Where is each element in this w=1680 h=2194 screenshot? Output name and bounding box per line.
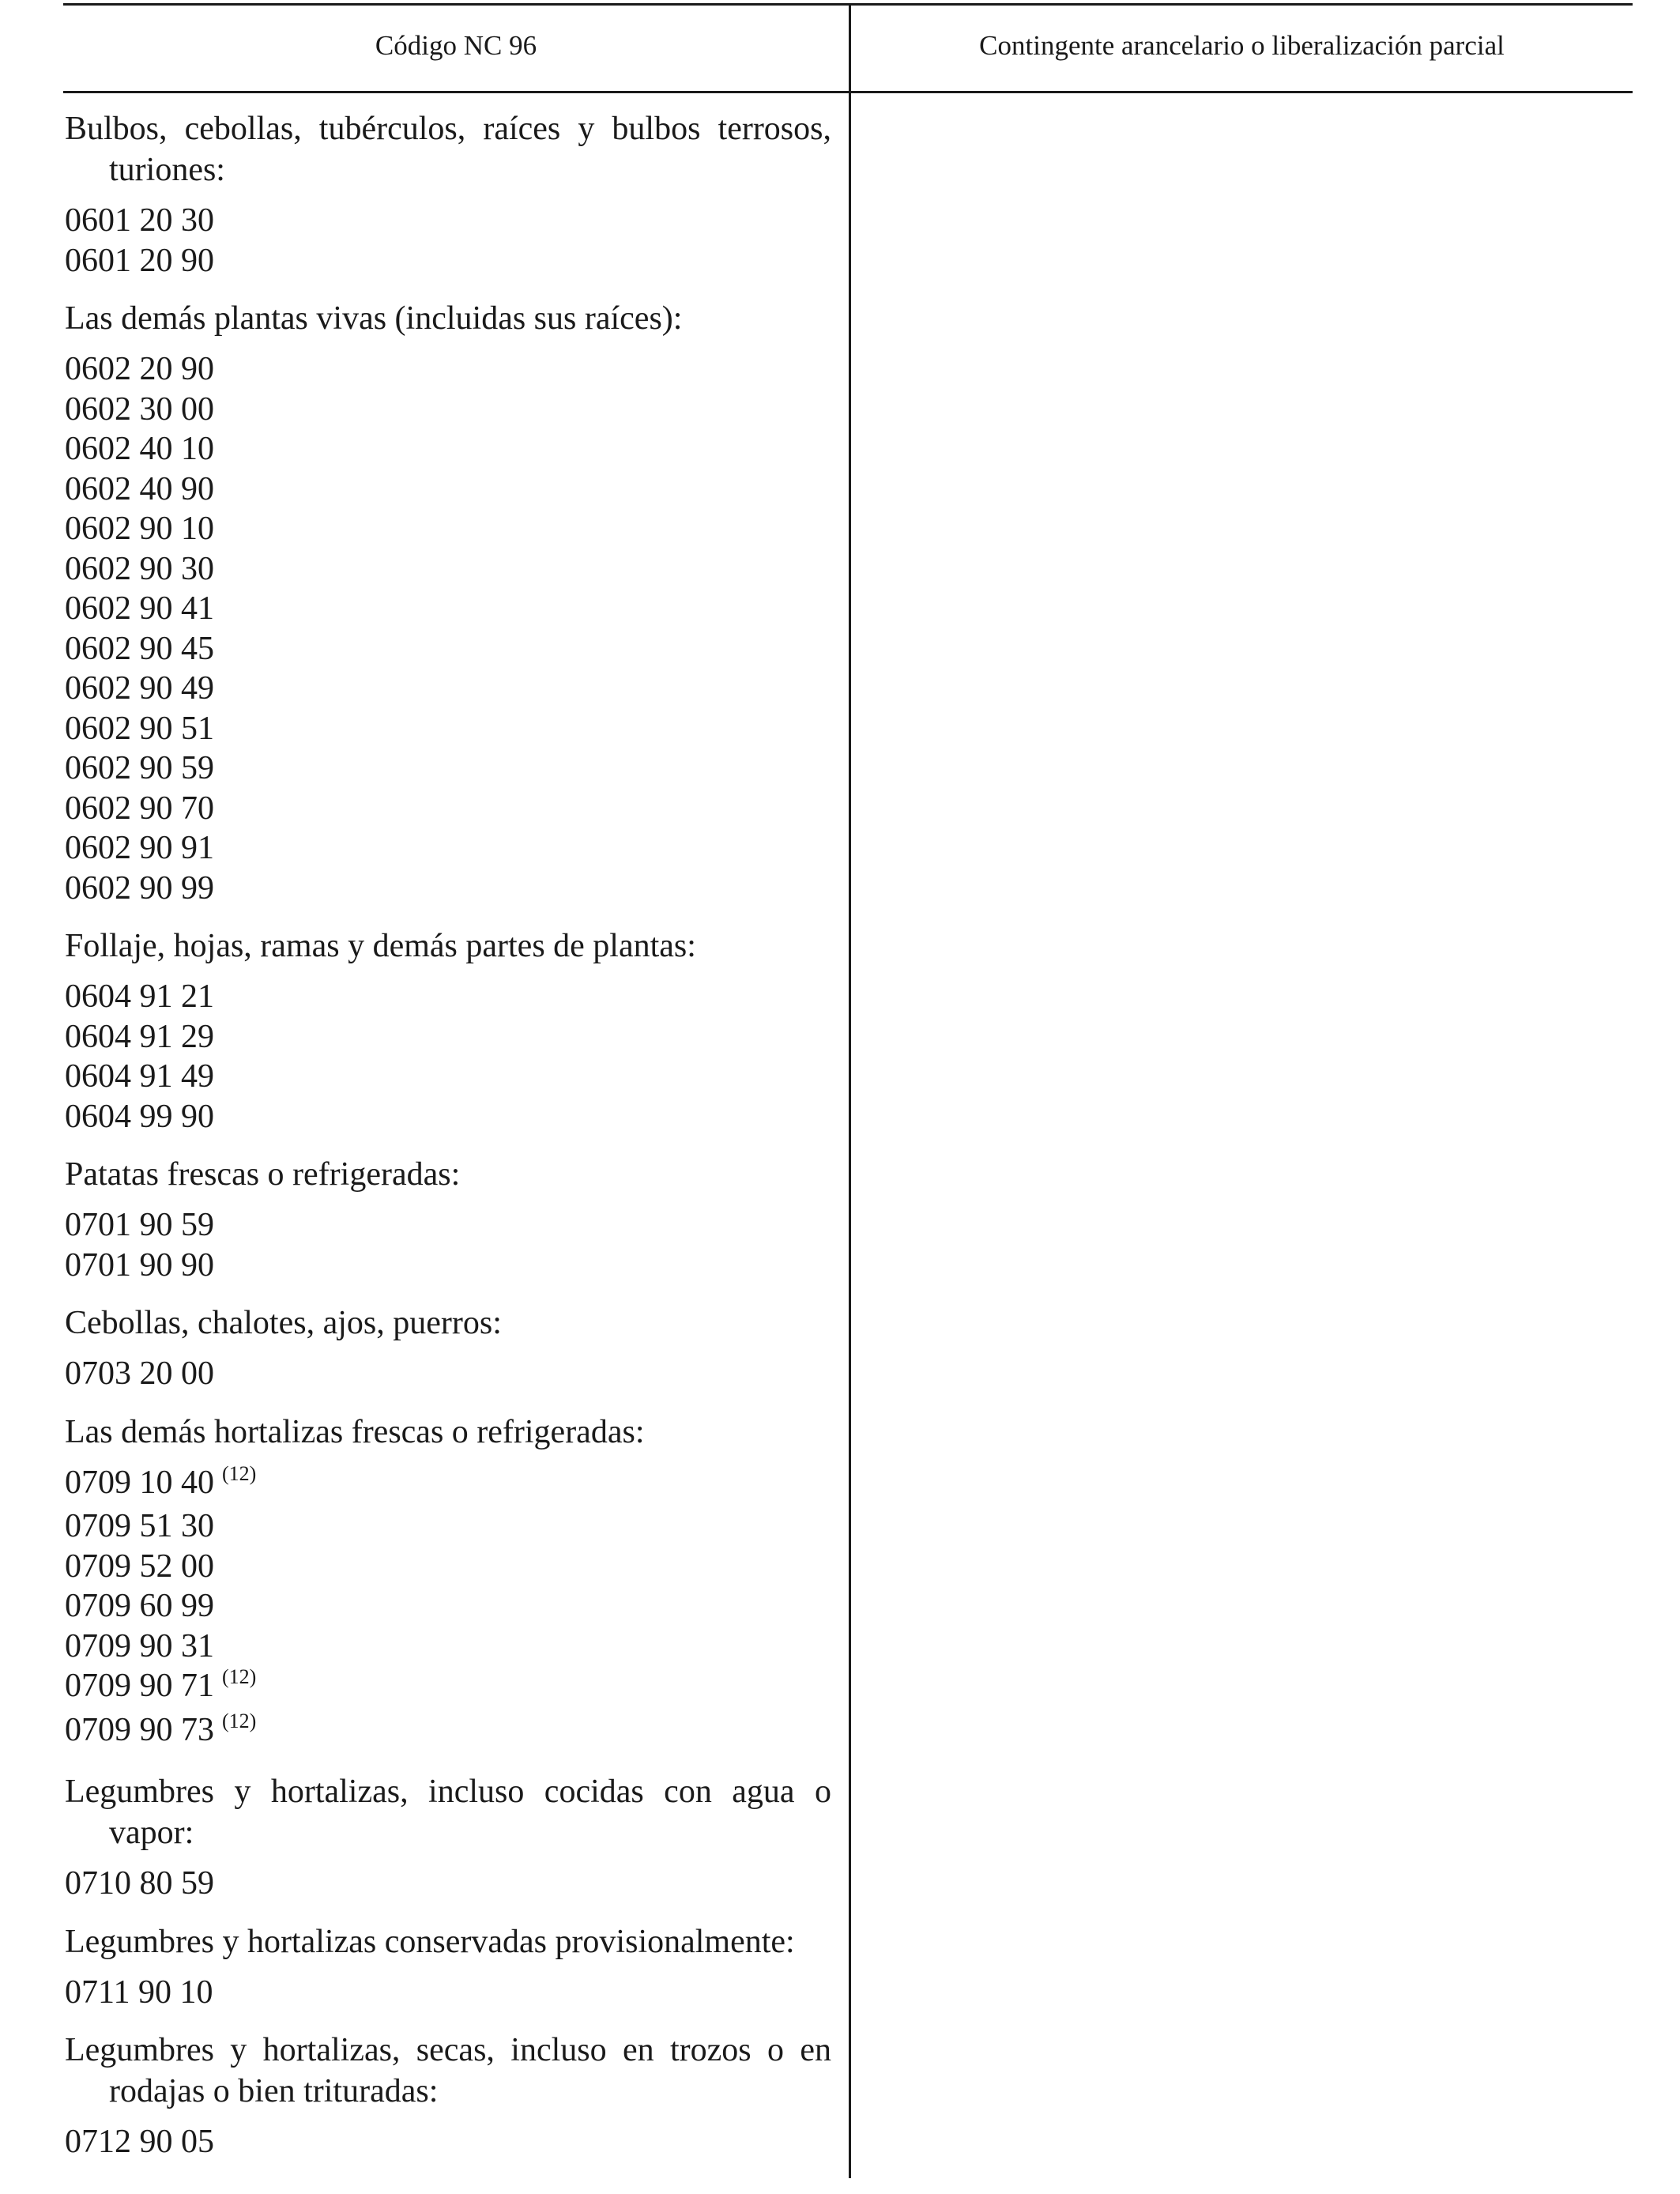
code-item <box>65 828 831 869</box>
nc-code: 0602 30 00 <box>65 390 214 428</box>
code-list <box>65 2122 831 2162</box>
nc-code: 0602 90 49 <box>65 670 214 707</box>
code-item <box>65 1547 831 1587</box>
product-section <box>65 1771 831 1904</box>
code-item <box>65 789 831 829</box>
nc-code: 0709 60 99 <box>65 1588 214 1624</box>
code-column-content <box>65 108 831 2162</box>
section-title: Follaje, hojas, ramas y demás partes de plantas: <box>65 928 696 964</box>
footnote-reference: (12) <box>222 1665 257 1688</box>
section-title: Las demás hortalizas frescas o refrigeradas: <box>65 1413 645 1450</box>
code-item <box>65 1205 831 1246</box>
code-list <box>65 977 831 1137</box>
nc-code: 0703 20 00 <box>65 1355 214 1392</box>
section-title: Legumbres y hortalizas, secas, incluso en trozos o en rodajas o bien trituradas: <box>65 2032 831 2109</box>
nc-code: 0602 90 10 <box>65 511 214 547</box>
code-item <box>65 390 831 430</box>
code-list <box>65 349 831 908</box>
code-item <box>65 589 831 629</box>
code-item <box>65 1354 831 1394</box>
nc-code: 0604 91 49 <box>65 1058 214 1095</box>
code-item <box>65 2122 831 2162</box>
nc-code: 0602 90 30 <box>65 550 214 587</box>
code-list <box>65 1973 831 2013</box>
nc-code: 0604 99 90 <box>65 1098 214 1135</box>
code-list <box>65 201 831 281</box>
nc-code: 0709 51 30 <box>65 1508 214 1544</box>
nc-code: 0709 52 00 <box>65 1547 214 1585</box>
section-title: Patatas frescas o refrigeradas: <box>65 1156 461 1193</box>
nc-code: 0601 20 30 <box>65 202 214 239</box>
nc-code: 0602 90 51 <box>65 710 214 747</box>
product-section <box>65 2030 831 2162</box>
section-title: Las demás plantas vivas (incluidas sus raíces): <box>65 300 683 337</box>
code-item <box>65 1506 831 1547</box>
code-item <box>65 201 831 241</box>
code-item <box>65 1017 831 1057</box>
code-item <box>65 669 831 709</box>
code-item <box>65 1463 831 1507</box>
section-title: Legumbres y hortalizas, incluso cocidas con agua o vapor: <box>65 1774 831 1851</box>
nc-code: 0709 90 73 <box>65 1711 214 1748</box>
product-section <box>65 1154 831 1285</box>
nc-code: 0602 90 45 <box>65 630 214 667</box>
code-item <box>65 1097 831 1137</box>
nc-code: 0701 90 59 <box>65 1207 214 1243</box>
footnote-reference: (12) <box>222 1709 257 1732</box>
table-header-rule <box>63 91 1633 93</box>
code-item <box>65 469 831 510</box>
column-header-quota: Contingente arancelario o liberalización parcial <box>979 30 1505 61</box>
nc-code: 0701 90 90 <box>65 1246 214 1284</box>
code-item <box>65 549 831 590</box>
code-item <box>65 1666 831 1710</box>
nc-code: 0712 90 05 <box>65 2124 214 2160</box>
nc-code: 0602 40 90 <box>65 470 214 507</box>
code-item <box>65 709 831 749</box>
nc-code: 0709 90 31 <box>65 1627 214 1664</box>
nc-code: 0604 91 29 <box>65 1018 214 1055</box>
nc-code: 0709 10 40 <box>65 1464 214 1501</box>
table-top-rule <box>63 3 1633 6</box>
nc-code: 0710 80 59 <box>65 1865 214 1902</box>
nc-code: 0602 90 91 <box>65 830 214 866</box>
column-header-code: Código NC 96 <box>375 30 537 61</box>
code-item <box>65 429 831 469</box>
product-section <box>65 298 831 908</box>
code-item <box>65 1627 831 1667</box>
nc-code: 0604 91 21 <box>65 978 214 1015</box>
code-item <box>65 241 831 281</box>
nc-code: 0602 90 70 <box>65 790 214 827</box>
nc-code: 0709 90 71 <box>65 1668 214 1704</box>
section-title: Bulbos, cebollas, tubérculos, raíces y bulbos terrosos, turiones: <box>65 111 831 188</box>
product-section <box>65 925 831 1137</box>
section-title: Legumbres y hortalizas conservadas provisionalmente: <box>65 1923 795 1960</box>
code-item <box>65 869 831 909</box>
nc-code: 0602 90 59 <box>65 750 214 786</box>
nc-code: 0602 90 99 <box>65 869 214 907</box>
code-item <box>65 1973 831 2013</box>
code-list <box>65 1463 831 1755</box>
code-list <box>65 1354 831 1394</box>
nc-code: 0602 90 41 <box>65 590 214 627</box>
nc-code: 0602 40 10 <box>65 431 214 467</box>
product-section <box>65 108 831 281</box>
code-item <box>65 748 831 789</box>
section-title: Cebollas, chalotes, ajos, puerros: <box>65 1305 502 1341</box>
code-list <box>65 1864 831 1904</box>
product-section <box>65 1302 831 1394</box>
nc-code: 0711 90 10 <box>65 1973 213 2011</box>
code-item <box>65 349 831 390</box>
code-item <box>65 977 831 1017</box>
nc-code: 0602 20 90 <box>65 351 214 387</box>
code-item <box>65 1710 831 1755</box>
code-item <box>65 629 831 669</box>
nc-code: 0601 20 90 <box>65 242 214 279</box>
column-divider <box>849 3 851 2178</box>
code-item <box>65 509 831 549</box>
product-section <box>65 1921 831 2013</box>
code-item <box>65 1057 831 1097</box>
code-list <box>65 1205 831 1285</box>
code-item <box>65 1246 831 1286</box>
product-section <box>65 1412 831 1755</box>
code-item <box>65 1864 831 1904</box>
footnote-reference: (12) <box>222 1461 257 1485</box>
code-item <box>65 1586 831 1627</box>
